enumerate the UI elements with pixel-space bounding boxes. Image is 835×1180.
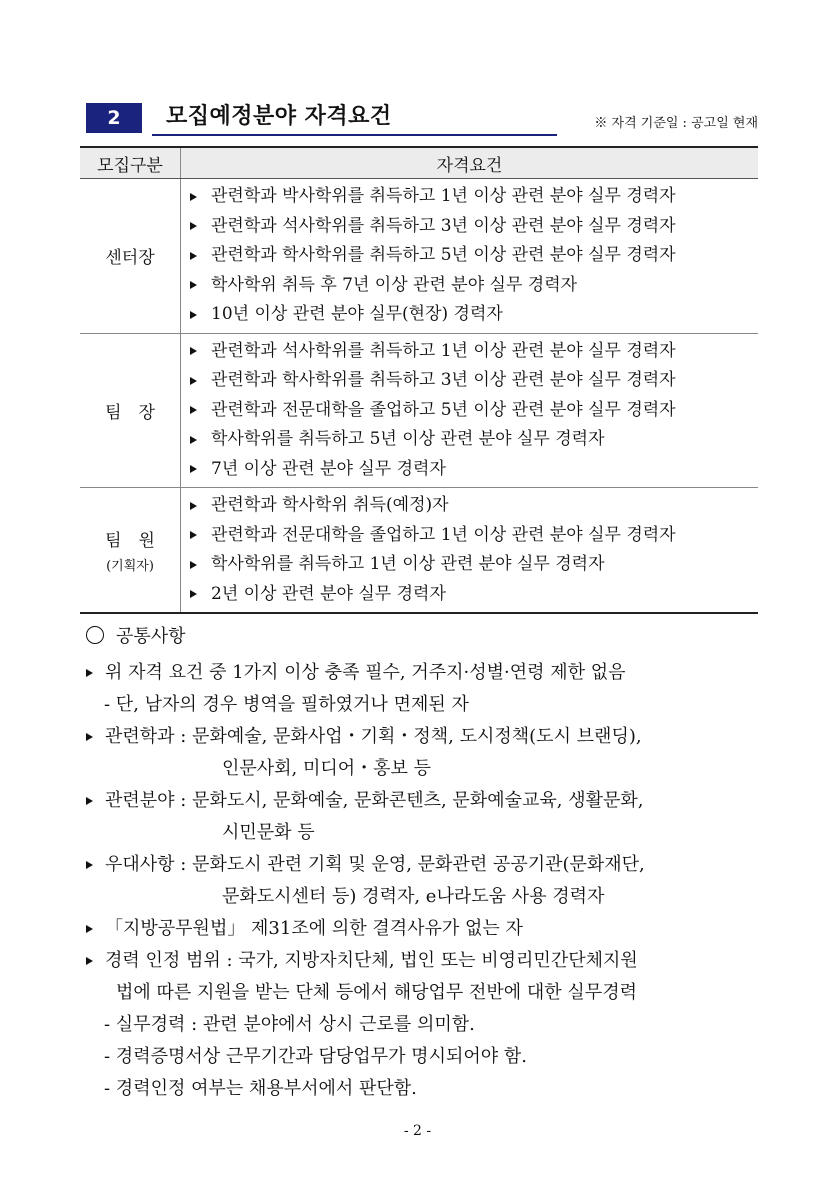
list-item bbox=[190, 425, 757, 455]
triangle-bullet-icon bbox=[190, 561, 197, 569]
requirement-text: 관련학과 석사학위를 취득하고 3년 이상 관련 분야 실무 경력자 bbox=[211, 215, 676, 236]
requirement-list bbox=[182, 335, 757, 487]
header-category: 모집구분 bbox=[80, 147, 181, 179]
detail-note: - 경력인정 여부는 채용부서에서 판단함. bbox=[104, 1078, 417, 1099]
detail-note: - 경력증명서상 근무기간과 담당업무가 명시되어야 함. bbox=[104, 1046, 527, 1067]
table-row bbox=[80, 333, 758, 488]
common-item bbox=[86, 913, 766, 945]
triangle-bullet-icon bbox=[190, 465, 197, 473]
category-cell bbox=[80, 179, 181, 334]
requirement-text: 관련학과 전문대학을 졸업하고 5년 이상 관련 분야 실무 경력자 bbox=[211, 399, 676, 420]
list-item bbox=[190, 396, 757, 426]
common-requirements bbox=[86, 621, 766, 1105]
list-item bbox=[190, 300, 757, 330]
triangle-bullet-icon bbox=[190, 531, 197, 539]
triangle-bullet-icon bbox=[190, 590, 197, 598]
category-label: 팀 원 bbox=[105, 531, 155, 551]
list-item bbox=[190, 521, 757, 551]
common-item-continuation: 시민문화 등 bbox=[222, 822, 315, 843]
common-item bbox=[86, 657, 766, 689]
triangle-bullet-icon bbox=[86, 925, 93, 933]
list-item bbox=[190, 455, 757, 485]
list-item bbox=[190, 212, 757, 242]
requirement-text: 학사학위 취득 후 7년 이상 관련 분야 실무 경력자 bbox=[211, 274, 578, 295]
common-item bbox=[86, 945, 766, 977]
section-number-badge: 2 bbox=[86, 103, 142, 133]
triangle-bullet-icon bbox=[190, 347, 197, 355]
triangle-bullet-icon bbox=[190, 193, 197, 201]
common-item-text: 경력 인정 범위 : 국가, 지방자치단체, 법인 또는 비영리민간단체지원 bbox=[105, 950, 638, 971]
requirement-text: 7년 이상 관련 분야 실무 경력자 bbox=[211, 458, 446, 479]
category-cell bbox=[80, 333, 181, 488]
section-title: 모집예정분야 자격요건 bbox=[166, 104, 392, 129]
requirement-text: 2년 이상 관련 분야 실무 경력자 bbox=[211, 583, 446, 604]
list-item bbox=[190, 580, 757, 610]
requirement-text: 관련학과 학사학위를 취득하고 3년 이상 관련 분야 실무 경력자 bbox=[211, 370, 676, 390]
triangle-bullet-icon bbox=[190, 377, 197, 385]
list-item bbox=[190, 337, 757, 367]
list-item bbox=[190, 241, 757, 271]
list-item bbox=[190, 366, 757, 396]
requirement-text: 10년 이상 관련 분야 실무(현장) 경력자 bbox=[211, 304, 503, 324]
common-item-text: 「지방공무원법」 제31조에 의한 결격사유가 없는 자 bbox=[105, 918, 523, 939]
triangle-bullet-icon bbox=[190, 502, 197, 510]
triangle-bullet-icon bbox=[190, 311, 197, 319]
triangle-bullet-icon bbox=[86, 733, 93, 741]
common-item-text: 위 자격 요건 중 1가지 이상 충족 필수, 거주지·성별·연령 제한 없음 bbox=[105, 662, 626, 683]
requirement-text: 관련학과 박사학위를 취득하고 1년 이상 관련 분야 실무 경력자 bbox=[211, 186, 676, 206]
table-header-row bbox=[80, 147, 758, 179]
requirements-cell bbox=[181, 179, 759, 334]
common-item-text: 우대사항 : 문화도시 관련 기획 및 운영, 문화관련 공공기관(문화재단, bbox=[105, 854, 645, 875]
common-item-text: 관련학과 : 문화예술, 문화사업・기획・정책, 도시정책(도시 브랜딩), bbox=[105, 726, 642, 747]
triangle-bullet-icon bbox=[190, 252, 197, 260]
circle-bullet-icon bbox=[86, 626, 104, 644]
requirement-list bbox=[182, 489, 757, 611]
list-item bbox=[190, 550, 757, 580]
triangle-bullet-icon bbox=[86, 797, 93, 805]
common-item-continuation: 문화도시센터 등) 경력자, e나라도움 사용 경력자 bbox=[222, 886, 605, 907]
list-item bbox=[190, 271, 757, 301]
triangle-bullet-icon bbox=[190, 406, 197, 414]
requirement-text: 학사학위를 취득하고 5년 이상 관련 분야 실무 경력자 bbox=[211, 429, 605, 449]
common-item-text: 관련분야 : 문화도시, 문화예술, 문화콘텐츠, 문화예술교육, 생활문화, bbox=[105, 790, 644, 811]
list-item bbox=[190, 491, 757, 521]
common-title bbox=[86, 621, 766, 653]
requirements-table bbox=[80, 146, 758, 614]
common-item bbox=[86, 849, 766, 881]
header-requirements: 자격요건 bbox=[181, 147, 759, 179]
triangle-bullet-icon bbox=[86, 957, 93, 965]
triangle-bullet-icon bbox=[190, 436, 197, 444]
common-item-continuation: 법에 따른 지원을 받는 단체 등에서 해당업무 전반에 대한 실무경력 bbox=[116, 982, 637, 1003]
category-sublabel: (기획자) bbox=[106, 559, 154, 574]
reference-date-note: ※ 자격 기준일 : 공고일 현재 bbox=[594, 116, 758, 131]
common-item-continuation: 인문사회, 미디어・홍보 등 bbox=[222, 758, 432, 779]
detail-note: - 실무경력 : 관련 분야에서 상시 근로를 의미함. bbox=[104, 1014, 475, 1035]
category-label: 센터장 bbox=[105, 248, 155, 269]
requirement-text: 관련학과 석사학위를 취득하고 1년 이상 관련 분야 실무 경력자 bbox=[211, 340, 676, 361]
common-item-continuation: - 단, 남자의 경우 병역을 필하였거나 면제된 자 bbox=[104, 694, 469, 715]
requirement-text: 관련학과 학사학위를 취득하고 5년 이상 관련 분야 실무 경력자 bbox=[211, 245, 676, 265]
common-item bbox=[86, 721, 766, 753]
table-row bbox=[80, 488, 758, 614]
section-header bbox=[86, 100, 758, 140]
list-item bbox=[190, 182, 757, 212]
requirements-cell bbox=[181, 333, 759, 488]
requirement-text: 관련학과 학사학위 취득(예정)자 bbox=[211, 495, 449, 515]
triangle-bullet-icon bbox=[190, 281, 197, 289]
triangle-bullet-icon bbox=[190, 222, 197, 230]
common-item bbox=[86, 785, 766, 817]
requirement-list bbox=[182, 180, 757, 332]
page-number: - 2 - bbox=[403, 1123, 432, 1139]
table-row bbox=[80, 179, 758, 334]
common-title-text: 공통사항 bbox=[116, 626, 186, 647]
triangle-bullet-icon bbox=[86, 669, 93, 677]
category-label: 팀 장 bbox=[105, 402, 155, 423]
requirement-text: 학사학위를 취득하고 1년 이상 관련 분야 실무 경력자 bbox=[211, 554, 605, 574]
category-cell bbox=[80, 488, 181, 614]
section-title-underline bbox=[152, 134, 557, 136]
requirement-text: 관련학과 전문대학을 졸업하고 1년 이상 관련 분야 실무 경력자 bbox=[211, 524, 676, 545]
requirements-cell bbox=[181, 488, 759, 614]
triangle-bullet-icon bbox=[86, 861, 93, 869]
